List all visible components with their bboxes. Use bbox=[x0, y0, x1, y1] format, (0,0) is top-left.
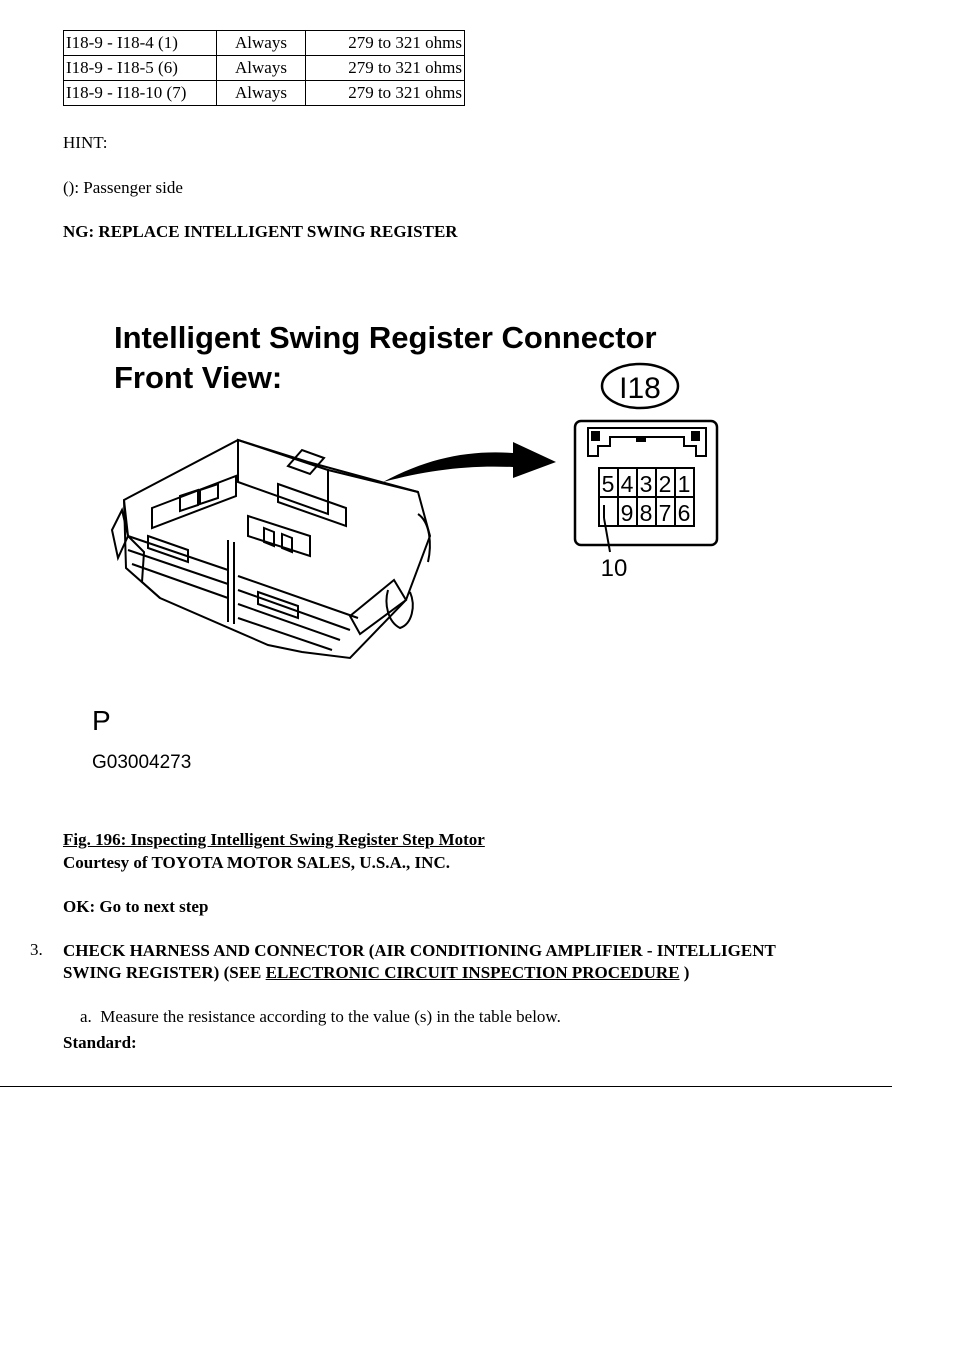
step-title-line1: CHECK HARNESS AND CONNECTOR (AIR CONDITIONING AMPLIFIER - INTELLIGENT bbox=[63, 941, 776, 960]
table-cell-terminal: I18-9 - I18-5 (6) bbox=[64, 56, 217, 81]
figure-code: G03004273 bbox=[92, 752, 192, 773]
table-cell-value: 279 to 321 ohms bbox=[306, 31, 465, 56]
hint-label: HINT: bbox=[63, 133, 108, 152]
table-cell-condition: Always bbox=[217, 81, 306, 106]
arrow-icon bbox=[383, 442, 556, 482]
courtesy-line: Courtesy of TOYOTA MOTOR SALES, U.S.A., INC. bbox=[63, 853, 450, 872]
pin-label: 1 bbox=[677, 471, 691, 497]
table-row bbox=[64, 56, 465, 81]
step-title bbox=[63, 940, 776, 984]
pin-label: 8 bbox=[639, 500, 653, 526]
connector-id: I18 bbox=[619, 372, 661, 405]
figure-title-line2: Front View: bbox=[114, 360, 283, 395]
substep-a: a. Measure the resistance according to the value (s) in the table below. bbox=[80, 1007, 561, 1026]
pin-label: 2 bbox=[658, 471, 672, 497]
table-cell-terminal: I18-9 - I18-4 (1) bbox=[64, 31, 217, 56]
step-title-prefix: SWING REGISTER) (SEE bbox=[63, 963, 266, 982]
electronic-circuit-inspection-link[interactable]: ELECTRONIC CIRCUIT INSPECTION PROCEDURE bbox=[265, 963, 680, 982]
step-number: 3. bbox=[30, 940, 43, 959]
table-cell-terminal: I18-9 - I18-10 (7) bbox=[64, 81, 217, 106]
resistance-table bbox=[63, 30, 465, 106]
table-cell-value: 279 to 321 ohms bbox=[306, 56, 465, 81]
pin-label: 7 bbox=[658, 500, 672, 526]
table-cell-value: 279 to 321 ohms bbox=[306, 81, 465, 106]
side-marker: P bbox=[92, 705, 111, 736]
table-row bbox=[64, 31, 465, 56]
ng-instruction: NG: REPLACE INTELLIGENT SWING REGISTER bbox=[63, 222, 458, 241]
pin-callout: 10 bbox=[600, 555, 628, 582]
figure-title-line1: Intelligent Swing Register Connector bbox=[114, 320, 657, 355]
pin-label: 6 bbox=[677, 500, 691, 526]
hint-text: (): Passenger side bbox=[63, 178, 183, 197]
pin-label: 9 bbox=[620, 500, 634, 526]
table-cell-condition: Always bbox=[217, 31, 306, 56]
standard-label: Standard: bbox=[63, 1033, 137, 1052]
step-title-suffix: ) bbox=[679, 963, 690, 982]
pin-label: 3 bbox=[639, 471, 653, 497]
table-cell-condition: Always bbox=[217, 56, 306, 81]
step-title-line2 bbox=[63, 962, 776, 984]
connector-figure bbox=[88, 300, 728, 780]
pin-callout-leader bbox=[604, 518, 610, 552]
page-divider bbox=[0, 1086, 892, 1087]
pin-label: 4 bbox=[620, 471, 634, 497]
swing-register-unit-icon bbox=[112, 440, 430, 658]
ok-instruction: OK: Go to next step bbox=[63, 897, 209, 916]
pin-label: 5 bbox=[601, 471, 615, 497]
table-row bbox=[64, 81, 465, 106]
figure-caption: Fig. 196: Inspecting Intelligent Swing Register Step Motor bbox=[63, 830, 485, 849]
